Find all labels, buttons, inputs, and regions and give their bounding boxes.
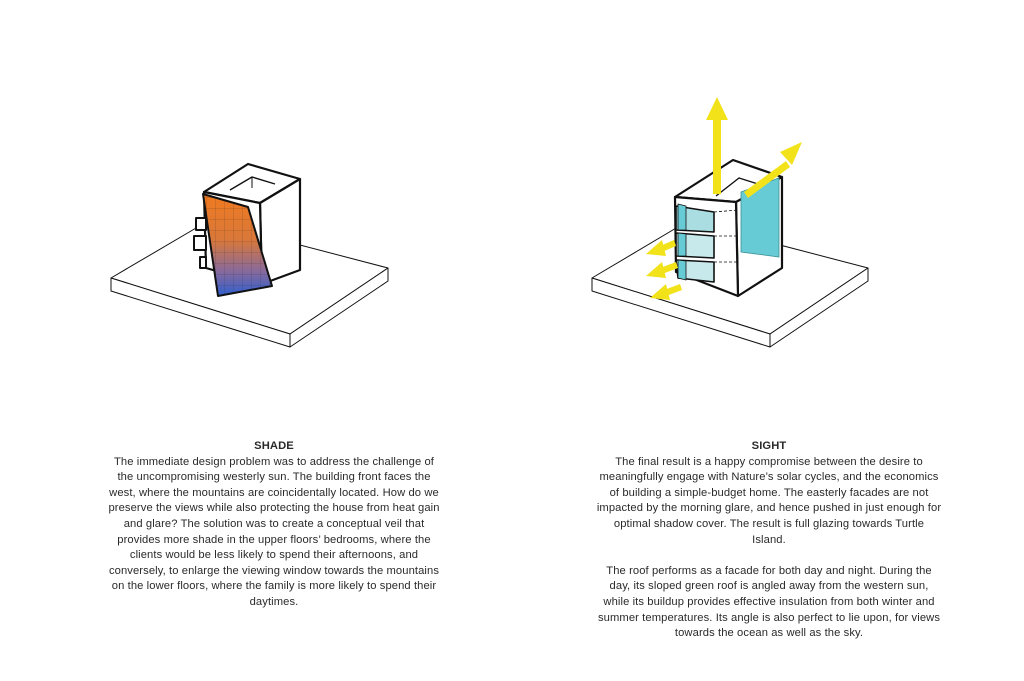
sight-diagram (592, 97, 868, 347)
sight-description-1: The final result is a happy compromise between the desire to meaningfully engage with Nature’s solar cycles, and the economics of building a simple-budget home. The easterly facades are not impacted by the morning glare, and hence pushed in just enough for optimal shadow cover. The result is full glazing towards Turtle Island. (596, 455, 942, 546)
sight-east-glazing (741, 178, 779, 257)
sight-caption (596, 439, 942, 642)
sight-description-2: The roof performs as a facade for both day and night. During the day, its sloped green roof is angled away from the western sun, while its buildup provides effective insulation from both winter and summer temperatures. Its angle is also perfect to lie upon, for views towards the ocean as well as the sky. (597, 564, 941, 640)
shade-caption (108, 439, 440, 611)
sight-title: SIGHT (751, 440, 787, 452)
shade-title: SHADE (254, 440, 294, 452)
shade-description: The immediate design problem was to address the challenge of the uncompromising westerly sun. The building front faces the west, where the mountains are coincidentally located. How do we preserve the views while also protecting the house from heat gain and glare? The solution was to create a conceptual veil that provides more shade in the upper floors’ bedrooms, where the clients would be less likely to spend their afternoons, and conversely, to enlarge the viewing window towards the mountains on the lower floors, where the family is more likely to spend their daytimes. (108, 455, 440, 608)
shade-diagram (111, 164, 388, 347)
